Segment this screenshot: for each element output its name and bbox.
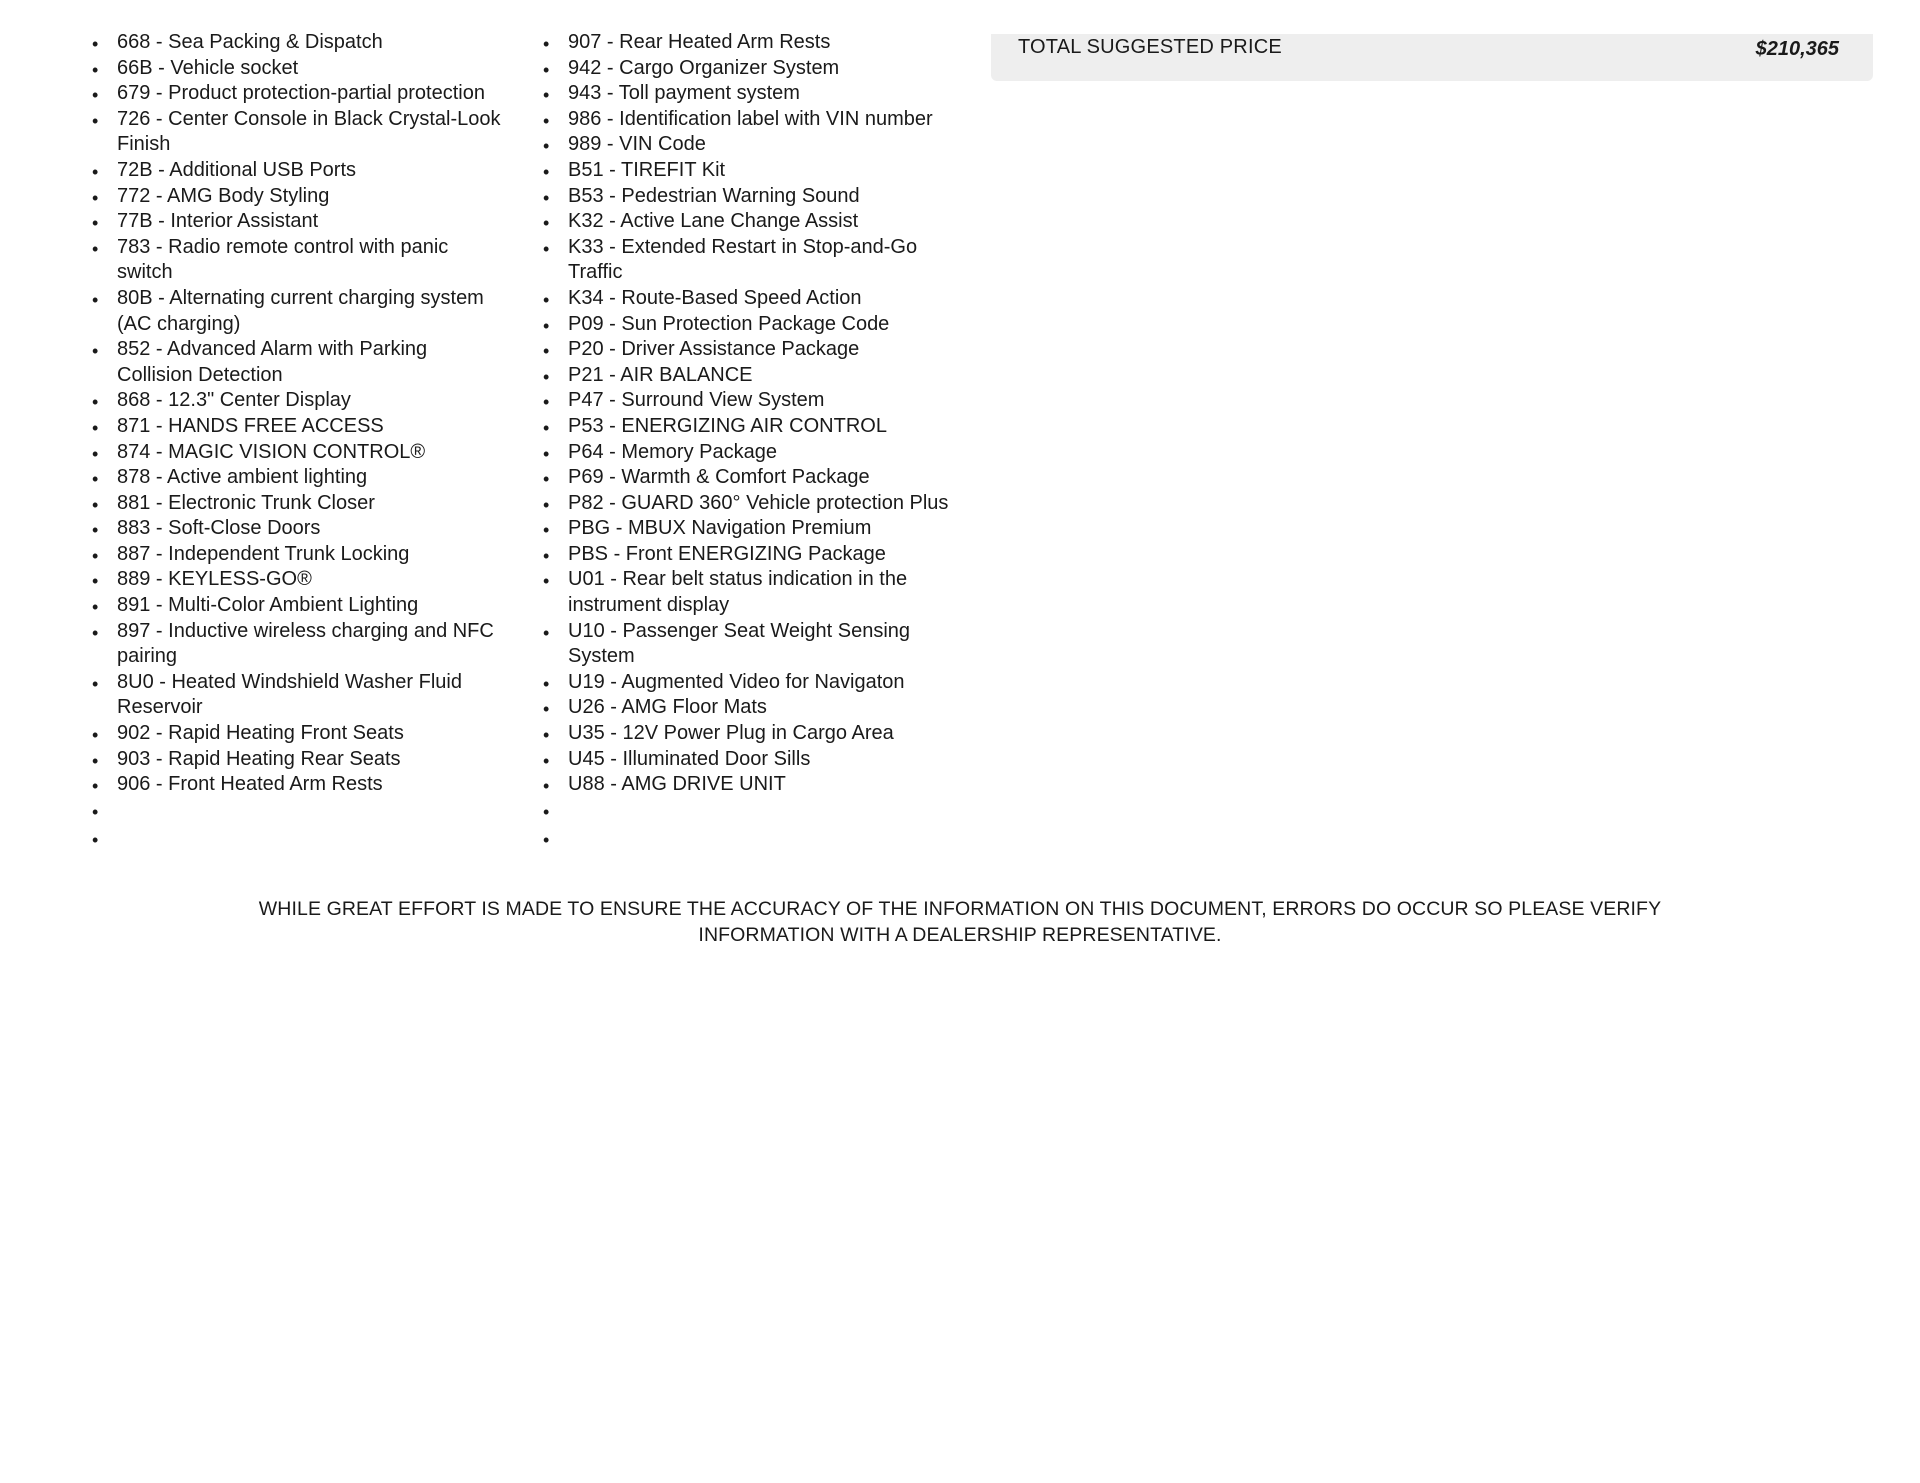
bullet-icon: • <box>92 673 99 694</box>
bullet-icon: • <box>543 801 550 822</box>
option-text: 891 - Multi-Color Ambient Lighting <box>117 594 419 617</box>
option-item <box>92 542 550 568</box>
bullet-icon: • <box>92 341 99 362</box>
option-item <box>543 567 968 618</box>
bullet-icon: • <box>543 341 550 362</box>
option-text: K32 - Active Lane Change Assist <box>568 210 859 233</box>
option-item <box>543 107 968 133</box>
option-item <box>543 670 968 696</box>
option-text-continued: switch <box>117 261 173 284</box>
option-item <box>92 388 550 414</box>
option-text: 783 - Radio remote control with panic <box>117 235 449 258</box>
option-item <box>543 286 968 312</box>
option-text: 874 - MAGIC VISION CONTROL® <box>117 440 426 463</box>
option-item <box>92 670 550 721</box>
option-text: 871 - HANDS FREE ACCESS <box>117 414 384 437</box>
option-text: 906 - Front Heated Arm Rests <box>117 773 383 796</box>
empty-list-item <box>543 801 968 831</box>
empty-bullets-left <box>92 801 550 859</box>
bullet-icon: • <box>543 725 550 746</box>
option-item <box>543 542 968 568</box>
bullet-icon: • <box>92 161 99 182</box>
option-item <box>543 337 968 363</box>
option-text: 868 - 12.3" Center Display <box>117 389 351 412</box>
option-item <box>543 414 968 440</box>
option-text: K34 - Route-Based Speed Action <box>568 286 862 309</box>
option-text: 989 - VIN Code <box>568 133 706 156</box>
bullet-icon: • <box>543 699 550 720</box>
option-text: 897 - Inductive wireless charging and NFC <box>117 619 494 642</box>
option-text: 77B - Interior Assistant <box>117 210 319 233</box>
bullet-icon: • <box>92 187 99 208</box>
option-item <box>92 465 550 491</box>
option-text-continued: pairing <box>117 645 178 668</box>
option-text: U45 - Illuminated Door Sills <box>568 747 811 770</box>
bullet-icon: • <box>92 469 99 490</box>
option-item <box>92 414 550 440</box>
option-text: 726 - Center Console in Black Crystal-Look <box>117 107 501 130</box>
option-item <box>543 312 968 338</box>
option-text-continued: System <box>568 645 635 668</box>
option-item <box>92 721 550 747</box>
option-item <box>543 695 968 721</box>
bullet-icon: • <box>92 571 99 592</box>
bullet-icon: • <box>543 750 550 771</box>
disclaimer <box>0 897 1920 948</box>
option-item <box>543 56 968 82</box>
option-item <box>543 516 968 542</box>
empty-list-item <box>92 830 550 859</box>
option-text: 881 - Electronic Trunk Closer <box>117 491 375 514</box>
option-text-continued: Finish <box>117 133 171 156</box>
option-text-continued: instrument display <box>568 594 730 617</box>
option-text: P21 - AIR BALANCE <box>568 363 753 386</box>
option-item <box>543 388 968 414</box>
bullet-icon: • <box>543 59 550 80</box>
bullet-icon: • <box>92 801 99 822</box>
option-item <box>543 465 968 491</box>
bullet-icon: • <box>92 443 99 464</box>
option-text: 679 - Product protection-partial protection <box>117 82 485 105</box>
option-text: 889 - KEYLESS-GO® <box>117 568 312 591</box>
option-text: 903 - Rapid Heating Rear Seats <box>117 747 401 770</box>
bullet-icon: • <box>543 571 550 592</box>
option-item <box>543 772 968 798</box>
option-text: P82 - GUARD 360° Vehicle protection Plus <box>568 491 949 514</box>
option-text: 72B - Additional USB Ports <box>117 158 357 181</box>
option-text: 772 - AMG Body Styling <box>117 184 330 207</box>
option-item <box>543 491 968 517</box>
option-text: 878 - Active ambient lighting <box>117 466 368 489</box>
bullet-icon: • <box>543 622 550 643</box>
option-text: B51 - TIREFIT Kit <box>568 158 726 181</box>
bullet-icon: • <box>543 443 550 464</box>
bullet-icon: • <box>543 545 550 566</box>
option-item <box>92 440 550 466</box>
option-text: 907 - Rear Heated Arm Rests <box>568 31 831 53</box>
option-item <box>92 337 550 388</box>
option-item <box>92 184 550 210</box>
bullet-icon: • <box>92 622 99 643</box>
option-item <box>92 747 550 773</box>
option-text-continued: Reservoir <box>117 696 203 719</box>
bullet-icon: • <box>92 494 99 515</box>
options-column-right <box>543 30 968 859</box>
disclaimer-line-2: INFORMATION WITH A DEALERSHIP REPRESENTATIVE. <box>698 923 1222 946</box>
option-text: U88 - AMG DRIVE UNIT <box>568 773 786 796</box>
bullet-icon: • <box>543 187 550 208</box>
option-text: P47 - Surround View System <box>568 389 825 412</box>
disclaimer-line-1: WHILE GREAT EFFORT IS MADE TO ENSURE THE ACCURACY OF THE INFORMATION ON THIS DOCUMENT, ERRORS DO OCCUR SO PLEASE VERIFY <box>258 898 1662 920</box>
option-text: 66B - Vehicle socket <box>117 56 299 79</box>
option-text: PBS - Front ENERGIZING Package <box>568 542 886 565</box>
option-text: 942 - Cargo Organizer System <box>568 56 840 79</box>
bullet-icon: • <box>92 213 99 234</box>
bullet-icon: • <box>543 776 550 797</box>
bullet-icon: • <box>543 392 550 413</box>
option-item <box>543 184 968 210</box>
bullet-icon: • <box>543 417 550 438</box>
bullet-icon: • <box>543 673 550 694</box>
option-item <box>92 56 550 82</box>
option-text: P53 - ENERGIZING AIR CONTROL <box>568 414 887 437</box>
total-price-box <box>991 34 1873 81</box>
option-text: 668 - Sea Packing & Dispatch <box>117 31 383 53</box>
option-text-continued: Traffic <box>568 261 623 284</box>
option-text: B53 - Pedestrian Warning Sound <box>568 184 860 207</box>
option-text-continued: Collision Detection <box>117 363 283 386</box>
bullet-icon: • <box>92 85 99 106</box>
bullet-icon: • <box>543 238 550 259</box>
options-column-left <box>92 30 550 859</box>
option-item <box>92 30 550 56</box>
empty-bullets-right <box>543 801 968 859</box>
option-text: 80B - Alternating current charging system <box>117 286 484 309</box>
option-item <box>92 235 550 286</box>
option-text: P64 - Memory Package <box>568 440 777 463</box>
bullet-icon: • <box>543 136 550 157</box>
option-text: 943 - Toll payment system <box>568 82 800 105</box>
bullet-icon: • <box>92 59 99 80</box>
bullet-icon: • <box>543 34 550 54</box>
option-text: U26 - AMG Floor Mats <box>568 696 767 719</box>
bullet-icon: • <box>92 289 99 310</box>
bullet-icon: • <box>543 289 550 310</box>
bullet-icon: • <box>543 469 550 490</box>
bullet-icon: • <box>92 238 99 259</box>
option-text: U01 - Rear belt status indication in the <box>568 568 908 591</box>
option-item <box>92 516 550 542</box>
option-item <box>543 721 968 747</box>
option-item <box>92 107 550 158</box>
option-item <box>92 209 550 235</box>
option-text: PBG - MBUX Navigation Premium <box>568 517 872 540</box>
option-item <box>92 158 550 184</box>
option-item <box>92 772 550 798</box>
option-text: U10 - Passenger Seat Weight Sensing <box>568 619 911 642</box>
bullet-icon: • <box>543 161 550 182</box>
option-text: 902 - Rapid Heating Front Seats <box>117 722 404 745</box>
option-item <box>543 209 968 235</box>
bullet-icon: • <box>92 830 99 851</box>
option-item <box>543 81 968 107</box>
option-text: P20 - Driver Assistance Package <box>568 338 860 361</box>
option-text: P09 - Sun Protection Package Code <box>568 312 890 335</box>
bullet-icon: • <box>92 725 99 746</box>
option-item <box>92 491 550 517</box>
option-text: K33 - Extended Restart in Stop-and-Go <box>568 235 918 258</box>
bullet-icon: • <box>92 545 99 566</box>
option-text: 883 - Soft-Close Doors <box>117 517 321 540</box>
bullet-icon: • <box>92 417 99 438</box>
option-item <box>543 158 968 184</box>
option-text: U35 - 12V Power Plug in Cargo Area <box>568 722 894 745</box>
bullet-icon: • <box>92 520 99 541</box>
bullet-icon: • <box>92 597 99 618</box>
option-text: 8U0 - Heated Windshield Washer Fluid <box>117 670 462 693</box>
option-item <box>543 440 968 466</box>
bullet-icon: • <box>92 110 99 131</box>
options-list-left <box>92 30 550 798</box>
options-list-right <box>543 30 968 798</box>
bullet-icon: • <box>543 213 550 234</box>
option-item <box>92 81 550 107</box>
bullet-icon: • <box>92 776 99 797</box>
option-text-continued: (AC charging) <box>117 312 241 335</box>
bullet-icon: • <box>543 315 550 336</box>
bullet-icon: • <box>543 494 550 515</box>
bullet-icon: • <box>543 85 550 106</box>
bullet-icon: • <box>92 392 99 413</box>
option-item <box>543 747 968 773</box>
option-item <box>92 593 547 619</box>
bullet-icon: • <box>543 520 550 541</box>
empty-list-item <box>543 830 968 859</box>
bullet-icon: • <box>92 34 99 54</box>
empty-list-item <box>92 801 550 831</box>
option-item <box>543 235 968 286</box>
bullet-icon: • <box>543 830 550 851</box>
option-text: 986 - Identification label with VIN number <box>568 107 933 130</box>
option-text: 887 - Independent Trunk Locking <box>117 542 410 565</box>
bullet-icon: • <box>92 750 99 771</box>
option-text: P69 - Warmth & Comfort Package <box>568 466 870 489</box>
total-price-value: $210,365 <box>1755 38 1839 60</box>
option-item <box>543 132 968 158</box>
option-text: U19 - Augmented Video for Navigaton <box>568 670 905 693</box>
option-item <box>92 286 550 337</box>
option-item <box>543 363 968 389</box>
bullet-icon: • <box>543 366 550 387</box>
option-item <box>92 619 550 670</box>
total-price-label: TOTAL SUGGESTED PRICE <box>1018 36 1282 58</box>
option-text: 852 - Advanced Alarm with Parking <box>117 338 428 361</box>
option-item <box>543 30 968 56</box>
option-item <box>92 567 550 593</box>
bullet-icon: • <box>543 110 550 131</box>
option-item <box>543 619 968 670</box>
